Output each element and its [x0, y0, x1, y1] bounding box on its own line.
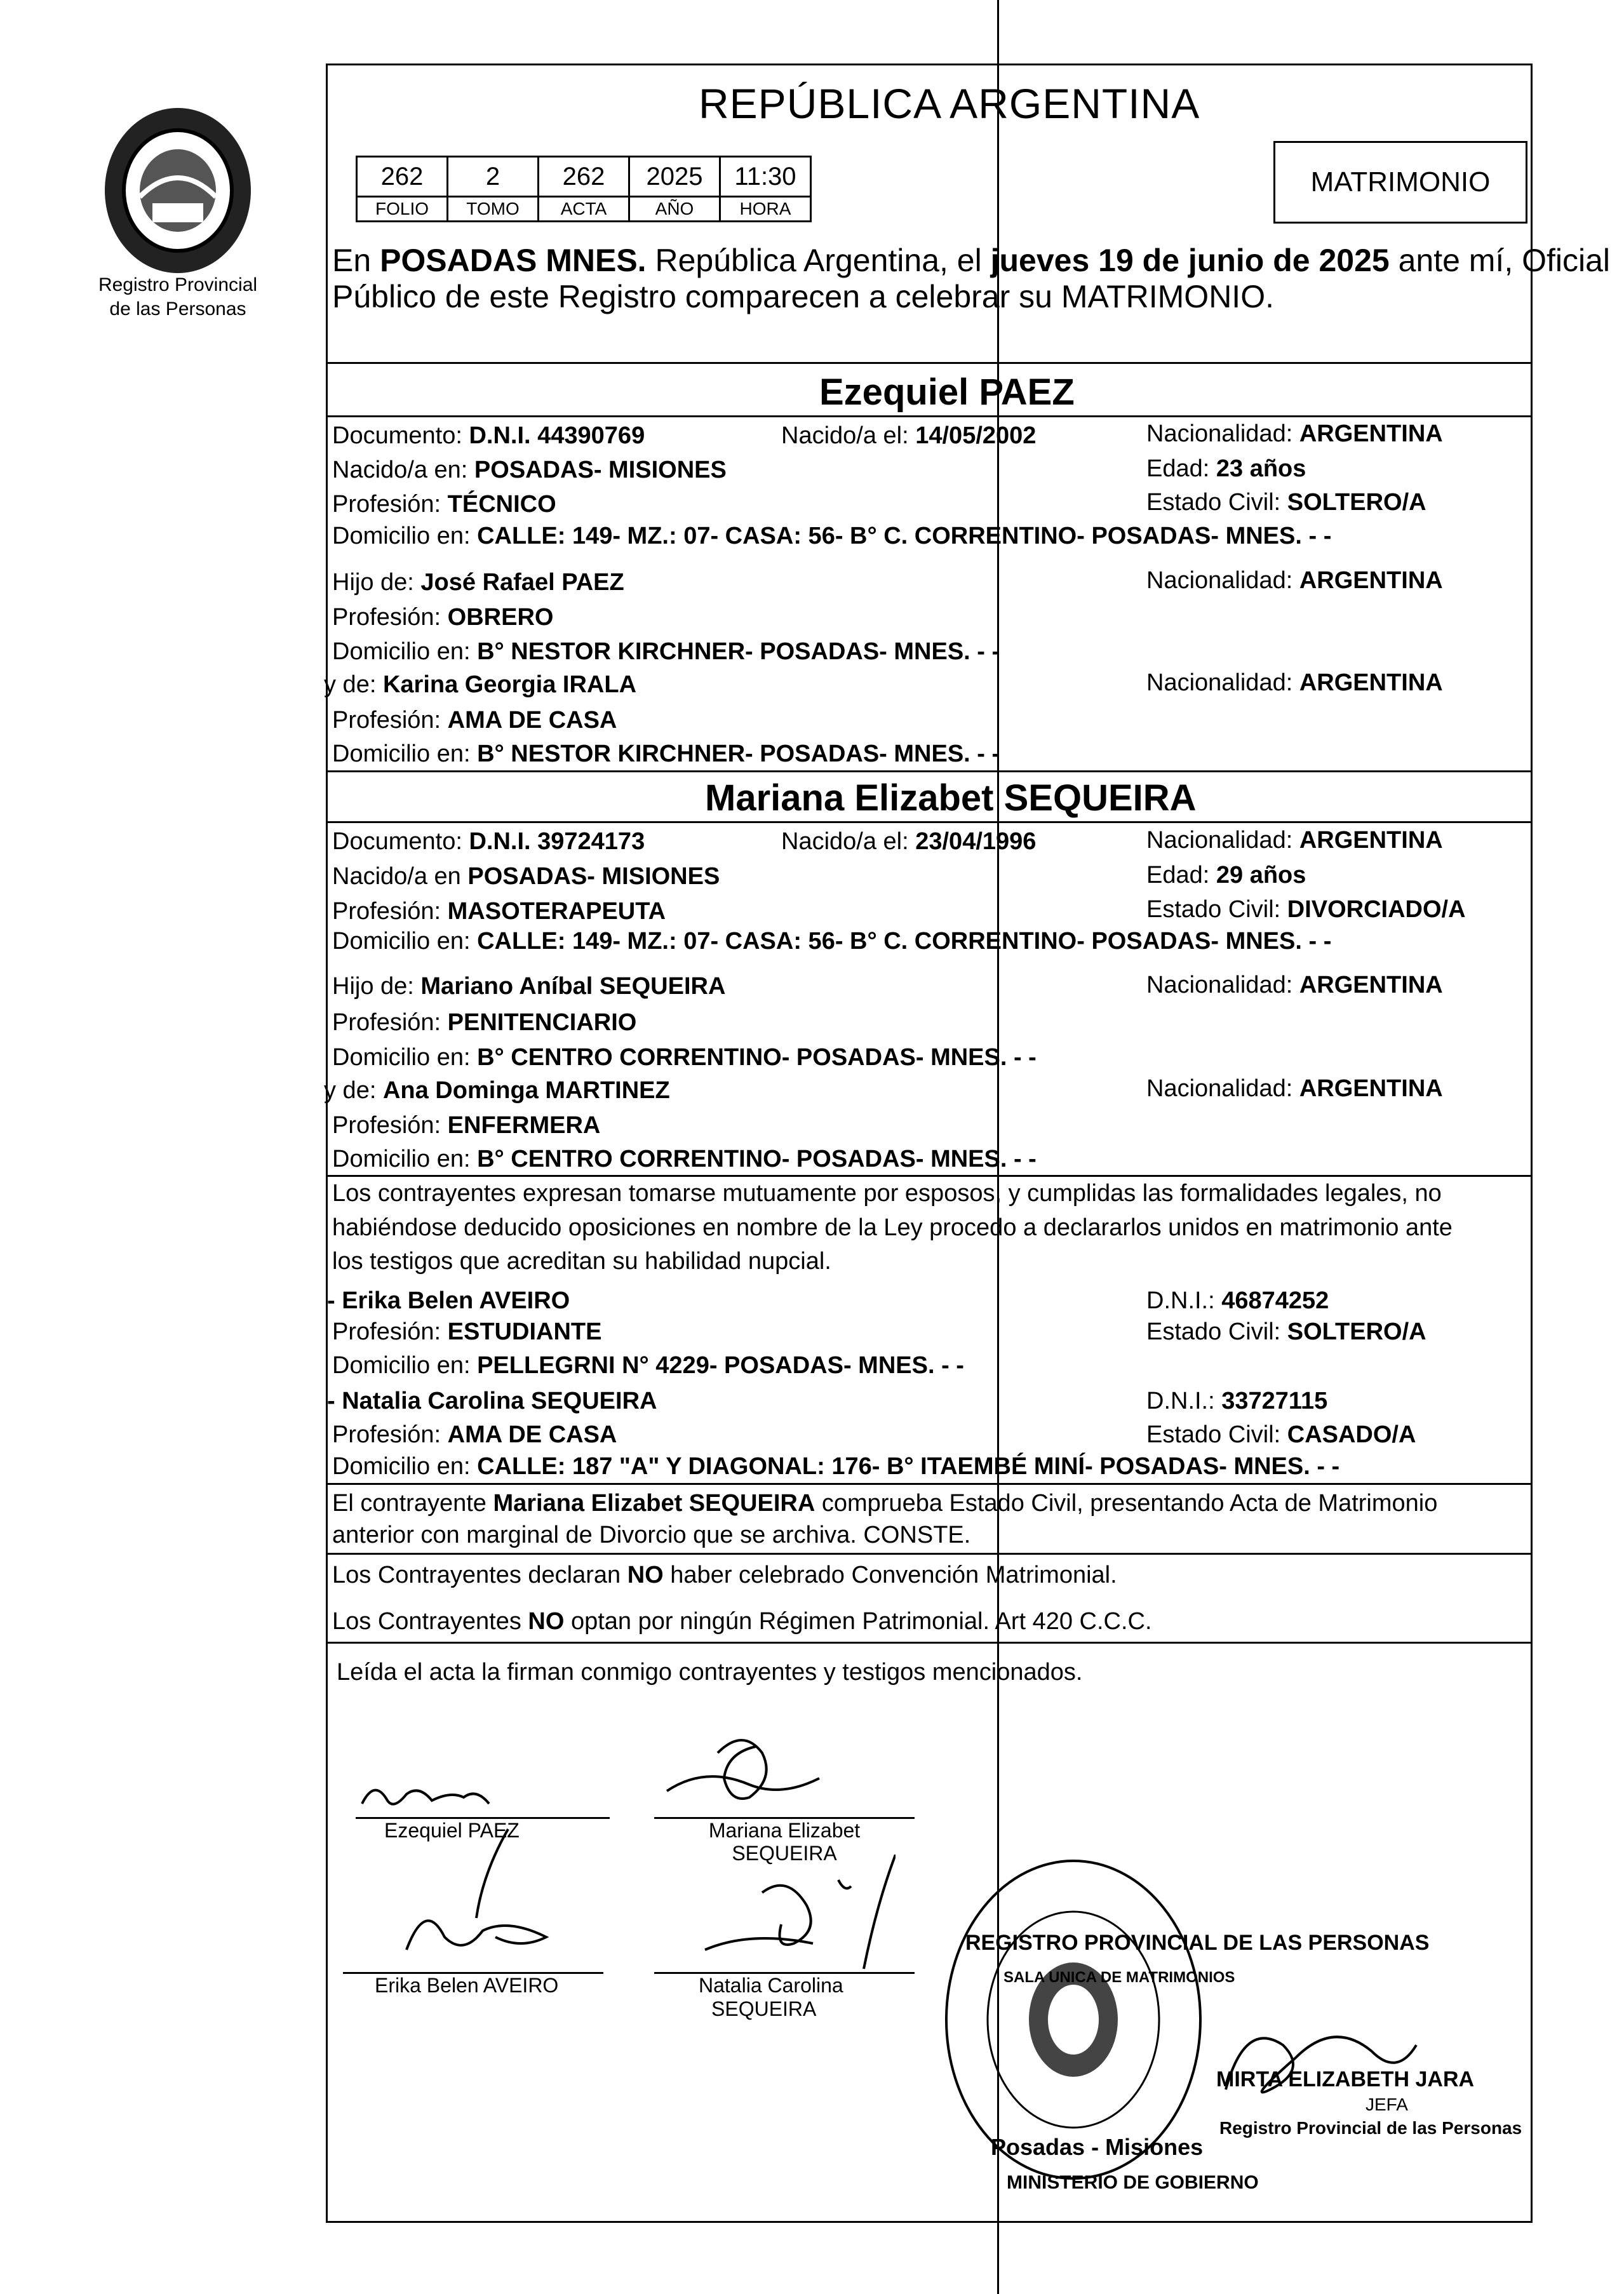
stamp-outer-text: REGISTRO PROVINCIAL DE LAS PERSONAS — [965, 1931, 1430, 1955]
party1-mother: y de: Karina Georgia IRALA — [324, 671, 637, 698]
party1-father: Hijo de: José Rafael PAEZ — [332, 569, 624, 596]
intro-line2: Público de este Registro comparecen a celebrar su MATRIMONIO. — [332, 279, 1274, 314]
witness1-address: Domicilio en: PELLEGRNI N° 4229- POSADAS- MNES. - - — [332, 1352, 964, 1379]
party2-mother-profession: Profesión: ENFERMERA — [332, 1112, 601, 1139]
witness2-civil-status: Estado Civil: CASADO/A — [1146, 1421, 1416, 1448]
party1-birthdate: Nacido/a el: 14/05/2002 — [781, 422, 1037, 449]
official-name: MIRTA ELIZABETH JARA — [1216, 2067, 1475, 2091]
signature-label-2b: SEQUEIRA — [732, 1842, 837, 1865]
signature-erika-aveiro — [381, 1823, 572, 1969]
stamp-bottom-text: MINISTERIO DE GOBIERNO — [1007, 2172, 1259, 2193]
party2-birthplace: Nacido/a en POSADAS- MISIONES — [332, 863, 720, 890]
tomo-value: 2 — [448, 157, 539, 197]
party2-birthdate: Nacido/a el: 23/04/1996 — [781, 828, 1037, 855]
signature-mariana-sequeira — [654, 1727, 845, 1823]
party1-mother-profession: Profesión: AMA DE CASA — [332, 707, 617, 734]
registry-logo — [95, 102, 260, 295]
party1-father-address: Domicilio en: B° NESTOR KIRCHNER- POSADAS- MNES. - - — [332, 638, 1000, 665]
declaration-line3: los testigos que acreditan su habilidad nupcial. — [332, 1248, 831, 1275]
regime-line2: Los Contrayentes NO optan por ningún Régimen Patrimonial. Art 420 C.C.C. — [332, 1608, 1152, 1635]
party1-age: Edad: 23 años — [1146, 455, 1306, 482]
fold-line — [997, 0, 999, 2294]
party1-document: Documento: D.N.I. 44390769 — [332, 422, 645, 449]
folio-label: FOLIO — [357, 197, 448, 222]
party2-mother-nationality: Nacionalidad: ARGENTINA — [1146, 1075, 1443, 1102]
signature-label-4a: Natalia Carolina — [699, 1974, 843, 1997]
party2-address: Domicilio en: CALLE: 149- MZ.: 07- CASA: 56- B° C. CORRENTINO- POSADAS- MNES. - - — [332, 928, 1332, 955]
logo-text-line1: Registro Provincial — [98, 274, 258, 295]
party1-father-profession: Profesión: OBRERO — [332, 604, 554, 631]
witness1-dni: D.N.I.: 46874252 — [1146, 1287, 1329, 1314]
intro-line1: En POSADAS MNES. República Argentina, el jueves 19 de junio de 2025 ante mí, Oficial — [332, 243, 1611, 278]
party2-name: Mariana Elizabet SEQUEIRA — [705, 777, 1197, 819]
declaration-line2: habiéndose deducido oposiciones en nombre de la Ley procedo a declararlos unidos en matrimonio ante — [332, 1214, 1453, 1241]
anio-value: 2025 — [629, 157, 720, 197]
party1-nationality: Nacionalidad: ARGENTINA — [1146, 420, 1443, 447]
witness1-civil-status: Estado Civil: SOLTERO/A — [1146, 1318, 1426, 1345]
civil-note-line2: anterior con marginal de Divorcio que se archiva. CONSTE. — [332, 1522, 971, 1548]
stamp-city: Posadas - Misiones — [991, 2134, 1204, 2160]
hora-label: HORA — [720, 197, 811, 222]
party1-mother-address: Domicilio en: B° NESTOR KIRCHNER- POSADAS- MNES. - - — [332, 741, 1000, 767]
witness1-profession: Profesión: ESTUDIANTE — [332, 1318, 602, 1345]
witness2-address: Domicilio en: CALLE: 187 "A" Y DIAGONAL: 176- B° ITAEMBÉ MINÍ- POSADAS- MNES. - - — [332, 1453, 1340, 1480]
tomo-label: TOMO — [448, 197, 539, 222]
record-type-box: MATRIMONIO — [1273, 141, 1527, 224]
signature-natalia-sequeira — [686, 1855, 896, 1982]
page-title: REPÚBLICA ARGENTINA — [699, 80, 1200, 127]
party2-age: Edad: 29 años — [1146, 862, 1306, 889]
hora-value: 11:30 — [720, 157, 811, 197]
signature-ezequiel-paez — [356, 1772, 502, 1823]
party1-profession: Profesión: TÉCNICO — [332, 491, 556, 518]
party1-civil-status: Estado Civil: SOLTERO/A — [1146, 489, 1426, 516]
official-department: Registro Provincial de las Personas — [1219, 2118, 1522, 2138]
acta-value: 262 — [539, 157, 629, 197]
signature-label-1: Ezequiel PAEZ — [384, 1819, 520, 1842]
party2-civil-status: Estado Civil: DIVORCIADO/A — [1146, 896, 1466, 923]
party2-father-profession: Profesión: PENITENCIARIO — [332, 1009, 637, 1036]
party2-mother: y de: Ana Dominga MARTINEZ — [324, 1077, 670, 1104]
party2-father: Hijo de: Mariano Aníbal SEQUEIRA — [332, 973, 726, 1000]
stamp-inner-text: SALA UNICA DE MATRIMONIOS — [1003, 1969, 1235, 1986]
signature-label-3: Erika Belen AVEIRO — [375, 1974, 559, 1997]
record-table — [356, 156, 812, 222]
party2-father-address: Domicilio en: B° CENTRO CORRENTINO- POSADAS- MNES. - - — [332, 1044, 1037, 1071]
witness2-name: - Natalia Carolina SEQUEIRA — [327, 1388, 657, 1414]
party2-document: Documento: D.N.I. 39724173 — [332, 828, 645, 855]
acta-label: ACTA — [539, 197, 629, 222]
party1-name: Ezequiel PAEZ — [819, 372, 1075, 413]
witness1-name: - Erika Belen AVEIRO — [327, 1287, 570, 1314]
folio-value: 262 — [357, 157, 448, 197]
declaration-line1: Los contrayentes expresan tomarse mutuamente por esposos, y cumplidas las formalidades legales, no — [332, 1180, 1442, 1207]
party1-father-nationality: Nacionalidad: ARGENTINA — [1146, 567, 1443, 594]
party2-father-nationality: Nacionalidad: ARGENTINA — [1146, 972, 1443, 998]
witness2-profession: Profesión: AMA DE CASA — [332, 1421, 617, 1448]
party1-birthplace: Nacido/a en: POSADAS- MISIONES — [332, 457, 727, 483]
logo-text-line2: de las Personas — [109, 298, 246, 319]
closing-text: Leída el acta la firman conmigo contrayentes y testigos mencionados. — [337, 1659, 1083, 1686]
party2-mother-address: Domicilio en: B° CENTRO CORRENTINO- POSADAS- MNES. - - — [332, 1146, 1037, 1172]
regime-line1: Los Contrayentes declaran NO haber celebrado Convención Matrimonial. — [332, 1562, 1117, 1588]
witness2-dni: D.N.I.: 33727115 — [1146, 1388, 1328, 1414]
official-role: JEFA — [1366, 2095, 1408, 2114]
anio-label: AÑO — [629, 197, 720, 222]
party1-mother-nationality: Nacionalidad: ARGENTINA — [1146, 669, 1443, 696]
civil-note-line1: El contrayente Mariana Elizabet SEQUEIRA comprueba Estado Civil, presentando Acta de Matrimonio — [332, 1490, 1438, 1517]
province-seal-icon — [95, 102, 260, 292]
signature-label-4b: SEQUEIRA — [711, 1997, 817, 2020]
signature-label-2a: Mariana Elizabet — [708, 1819, 861, 1842]
party2-profession: Profesión: MASOTERAPEUTA — [332, 898, 666, 925]
party2-nationality: Nacionalidad: ARGENTINA — [1146, 827, 1443, 854]
party1-address: Domicilio en: CALLE: 149- MZ.: 07- CASA: 56- B° C. CORRENTINO- POSADAS- MNES. - - — [332, 523, 1332, 549]
